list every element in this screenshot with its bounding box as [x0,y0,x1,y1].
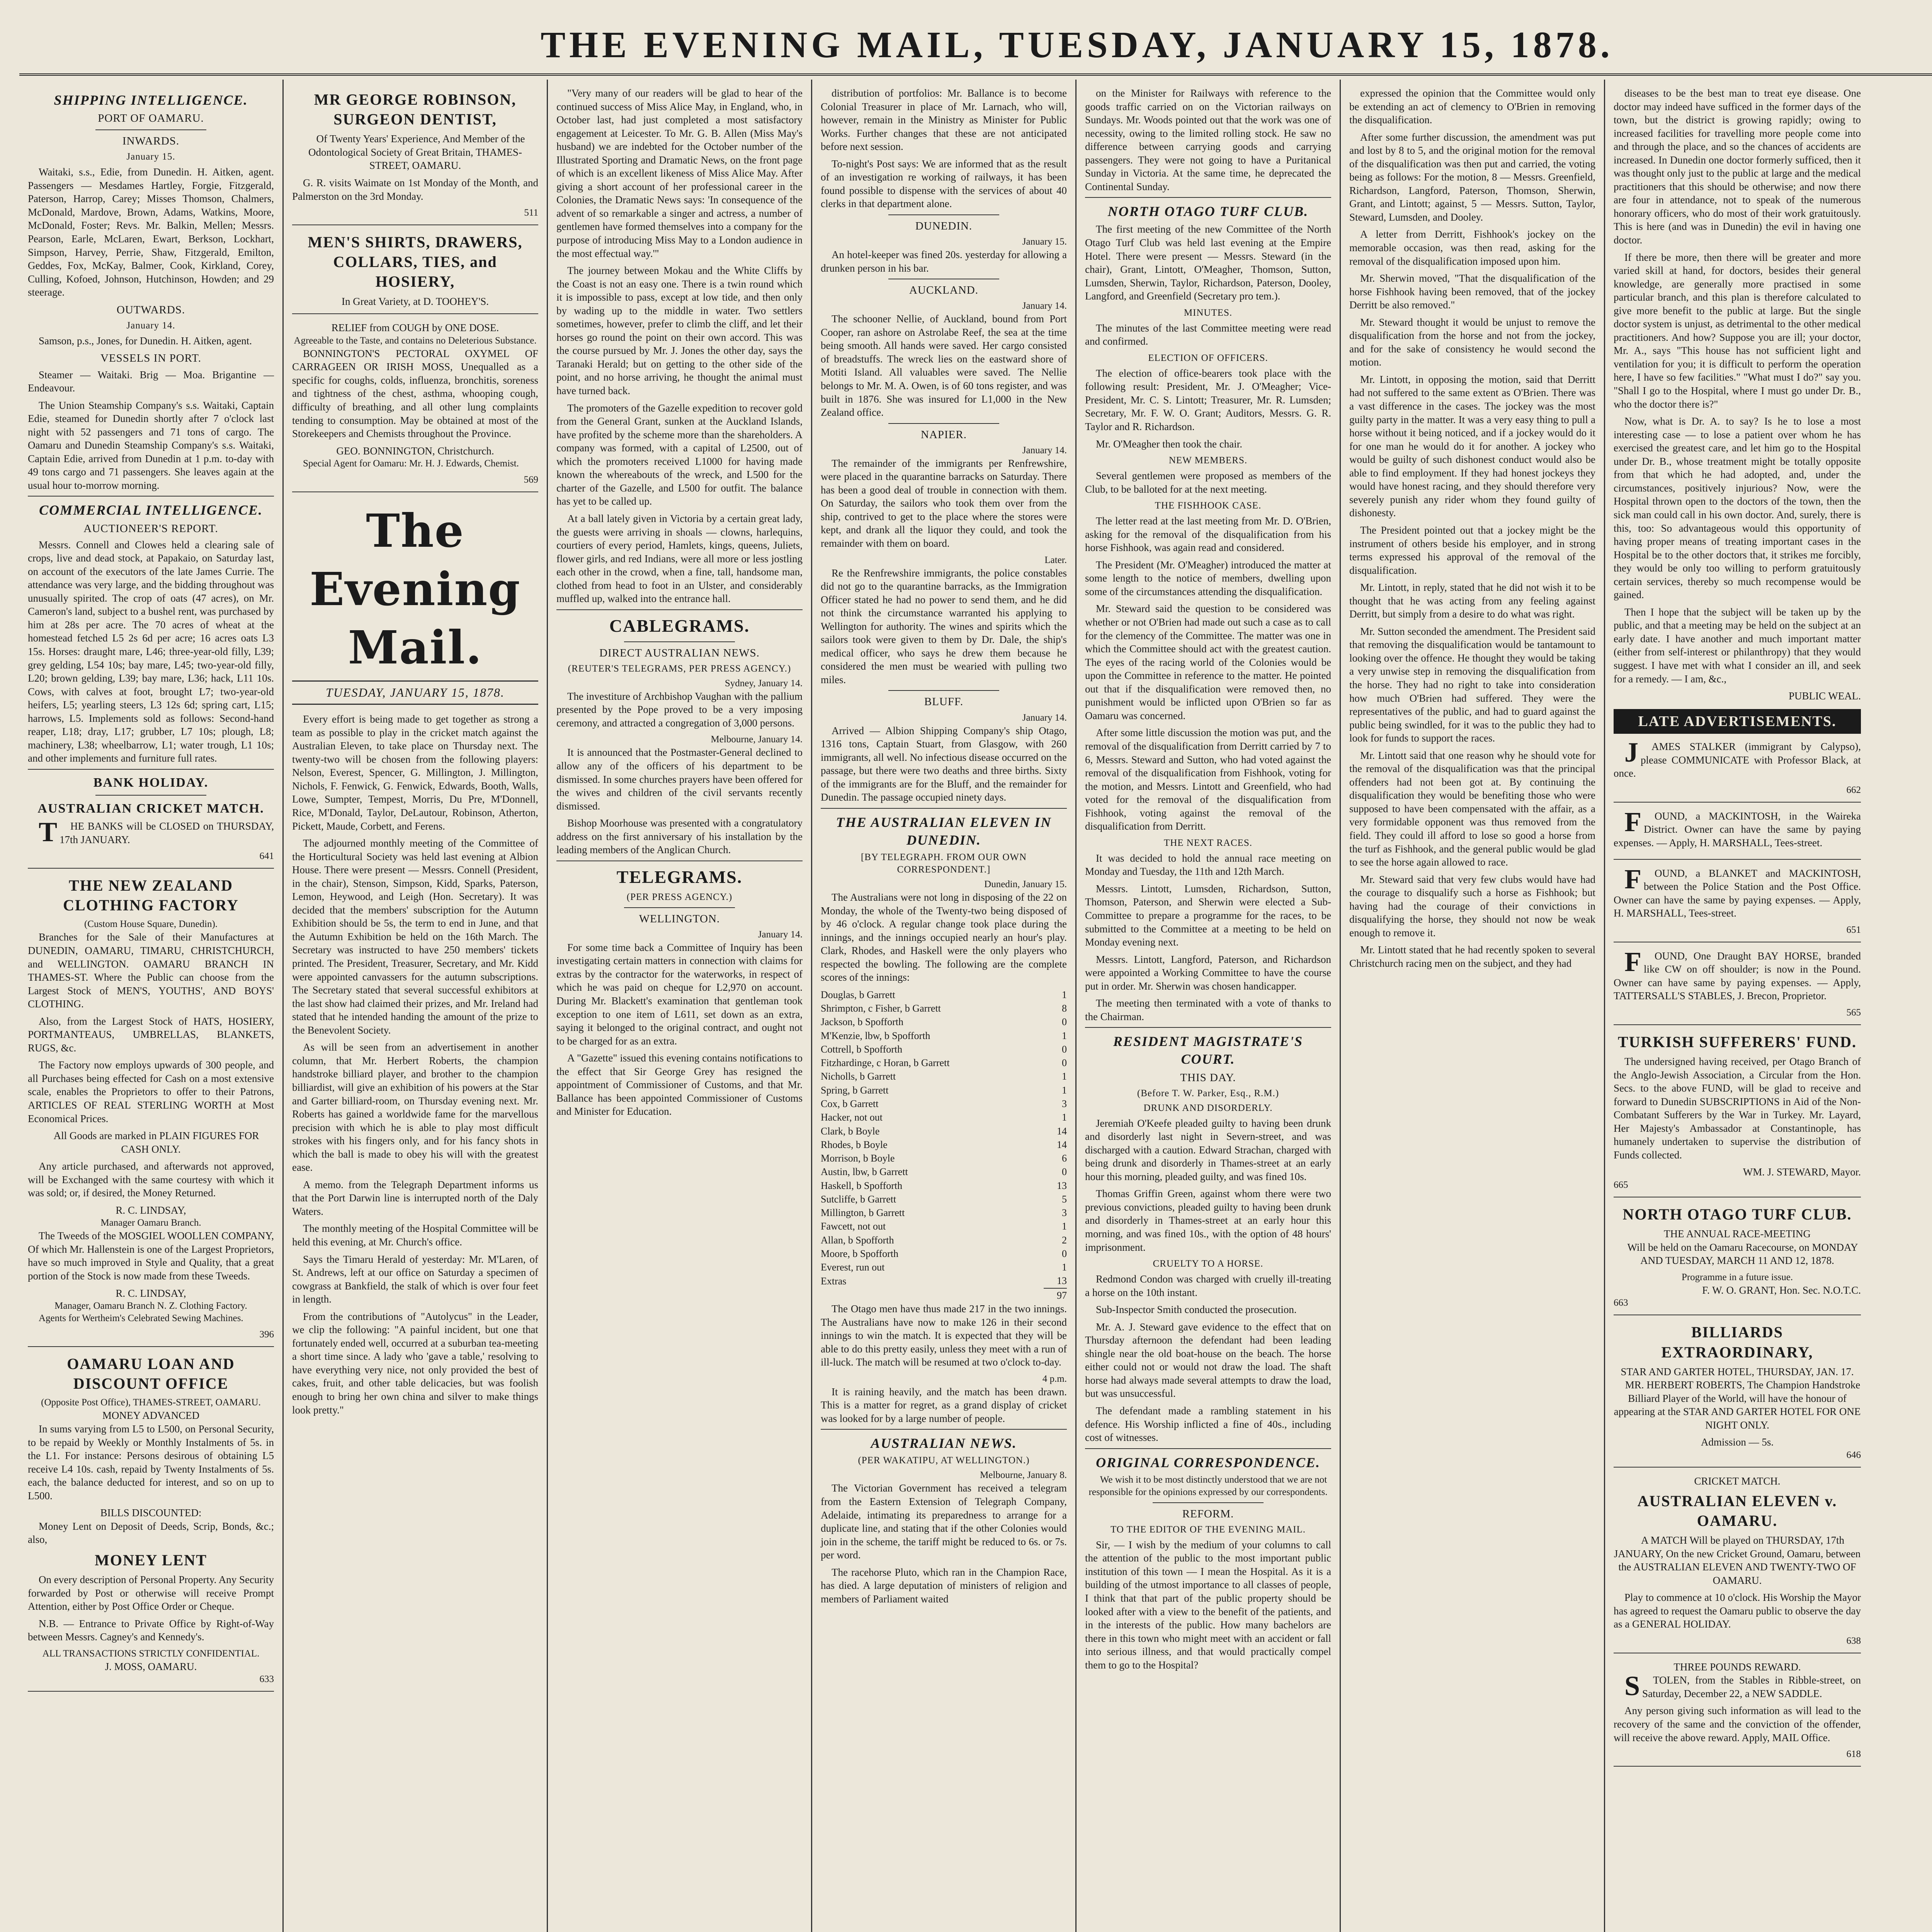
billiards-admission: Admission — 5s. [1701,1436,1774,1448]
election-text: The election of office-bearers took place with the following result: President, Mr. J. O'Meagher; Vice-President, Mr. C. S. Lintott; Treasurer, Mr. R. Lumsden; Secretary, Mr. F. W. O. Grant; Auditors, Messrs. G. R. Taylor and R. Richardson. [1085,367,1331,433]
dateline: January 14. [1022,712,1067,723]
ad-number: 633 [259,1674,274,1685]
score-row [821,988,1067,1002]
ad-number: 646 [1846,1450,1861,1461]
australian-eleven-source: [BY TELEGRAPH. FROM OUR OWN CORRESPONDENT.] [861,852,1027,875]
drunk-label: DRUNK AND DISORDERLY. [1143,1102,1273,1113]
batsman-name: M'Kenzie, lbw, b Spofforth [821,1030,930,1041]
correspondence-note: We wish it to be most distinctly understood that we are not responsible for the opinions expressed by our correspondents. [1088,1474,1328,1497]
nb-text: N.B. — Entrance to Private Office by Right-of-Way between Messrs. Cagney's and Kennedy's. [28,1617,274,1643]
batsman-runs: 5 [1062,1193,1067,1205]
column-6 [1341,80,1605,1932]
court-heading: RESIDENT MAGISTRATE'S COURT. [1113,1034,1303,1067]
telegrams-heading: TELEGRAMS. [616,867,743,887]
score-row [821,1056,1067,1070]
loan-title: OAMARU LOAN AND DISCOUNT OFFICE [67,1355,235,1393]
batsman-name: Haskell, b Spofforth [821,1180,903,1191]
batsman-name: Clark, b Boyle [821,1125,880,1137]
score-row [821,1192,1067,1206]
court-text: Sub-Inspector Smith conducted the prosecution. [1096,1304,1297,1316]
loan-text: In sums varying from L5 to L500, on Personal Security, to be repaid by Weekly or Monthly Instalments of 5s. in the L1. For instance: Persons desirous of obtaining L5 receive L4 10s. cash, repaid by Twenty Instalments of 5s. each, the balance deducted for interest, and so on up to L500. [28,1423,274,1502]
batsman-name: Fawcett, not out [821,1221,886,1232]
banks-text: THE BANKS will be CLOSED on THURSDAY, 17th JANUARY. [39,816,274,847]
score-row [821,1206,1067,1219]
ad-number: 641 [259,851,274,862]
dentist-text: Of Twenty Years' Experience, And Member of the Odontological Society of Great Britain, THAMES-STREET, OAMARU. [308,133,525,172]
ad-number: 638 [1846,1635,1861,1646]
race-meeting-text: Will be held on the Oamaru Racecourse, on MONDAY AND TUESDAY, MARCH 11 AND 12, 1878. [1627,1241,1858,1267]
masthead-title: THE EVENING MAIL, TUESDAY, JANUARY 15, 1878. [541,24,1614,65]
wellington-heading: WELLINGTON. [639,912,720,925]
batsman-name: Morrison, b Boyle [821,1153,895,1164]
batsman-runs: 14 [1057,1125,1067,1137]
ad-number: 396 [259,1329,274,1340]
article-paragraph: Mr. Sutton seconded the amendment. The President said that removing the disqualification would be tantamount to looking over the offence. He thought they would be taking a very unwise step in removing the disqualification from the horse. They had no right to take into consideration how much O'Brien had suffered. They were the representatives of the public, and had to guard against the public being swindled, for it was to the public they had to look for funds to support the races. [1349,625,1595,744]
shirts-title: MEN'S SHIRTS, DRAWERS, COLLARS, TIES, and HOSIERY, [308,233,523,291]
race-meeting-title: NORTH OTAGO TURF CLUB. [1622,1206,1852,1223]
score-row [821,1002,1067,1015]
clothing-text: Any article purchased, and afterwards not approved, will be Exchanged with the same courtesy with which it was sold; or, if desired, the Money Returned. [28,1160,274,1199]
dateline: January 14. [1022,301,1067,311]
dunedin-heading: DUNEDIN. [915,219,973,232]
column-1 [19,80,284,1932]
score-row [821,1233,1067,1247]
reward-text: Any person giving such information as will lead to the recovery of the same and the conviction of the offender, will receive the above reward. Apply, MAIL Office. [1614,1705,1861,1743]
column-4 [812,80,1077,1932]
columns [19,80,1932,1932]
batsman-runs: 1 [1062,1030,1067,1041]
batsman-name: Austin, lbw, b Garrett [821,1166,908,1178]
inwards-label: INWARDS. [122,135,180,148]
signature: F. W. O. GRANT, Hon. Sec. N.O.T.C. [1702,1284,1861,1296]
ad-number: 651 [1846,924,1861,935]
signature: WM. J. STEWARD, Mayor. [1743,1166,1861,1178]
outwards-label: OUTWARDS. [116,303,185,316]
ad-number: 565 [1846,1007,1861,1018]
australian-eleven-heading: THE AUSTRALIAN ELEVEN IN DUNEDIN. [836,814,1052,848]
vessels-text: Steamer — Waitaki. Brig — Moa. Brigantine — Endeavour. [28,369,274,394]
horse-ad [1614,946,1861,1025]
dateline: Melbourne, January 8. [980,1470,1067,1481]
column-7 [1605,80,1869,1932]
article-paragraph: The promoters of the Gazelle expedition to recover gold from the General Grant, sunken at the Auckland Islands, have profited by the scheme more than the shareholders. A company was formed, with a capital of L2500, out of which the promoters received L1000 for having made known the whereabouts of the wreck, and L500 for the charter of the Gazelle, and L500 for outfit. The balance has yet to be called up. [556,402,803,507]
new-members-label: NEW MEMBERS. [1168,455,1248,466]
batsman-name: Cottrell, b Spofforth [821,1043,903,1055]
auction-heading: AUCTIONEER'S REPORT. [83,522,218,535]
napier-heading: NAPIER. [921,428,967,441]
shipping-heading: SHIPPING INTELLIGENCE. [54,92,248,108]
column-3 [548,80,812,1932]
batsman-name: Nicholls, b Garrett [821,1071,896,1082]
batsman-name: Sutcliffe, b Garrett [821,1193,896,1205]
article-paragraph: If there be more, then there will be greater and more varied skill at hand, for doctors, besides their general knowledge, are generally more practised in some particular branch, and this plan is therefore calculated to give more benefit to the public at large. But the single doctor system is unjust, as detrimental to the other medical practitioners. And how? Suppose you are ill; your doctor, Mr. A., says "This house has not sufficient light and ventilation for you; it is difficult to perform the operation here, I have so few facilities." "What must I do?" say you. "Shall I go to the Hospital, where I must go under Dr. B., who the doctor there is?" [1614,251,1861,410]
article-paragraph: Mr. Lintott, in opposing the motion, said that Derritt had not suffered to the same extent as O'Brien. There was a vast difference in the cases. The jockey was the most guilty party in the matter. It was a very easy thing to pull a horse without it being noticed, and if a jockey would do it for one man he would do it for another. A jockey who would be guilty of such dishonest conduct would also be able to find employment. If they had honest jockeys they would have honest racing, and they should therefore very severely punish any rider whom they found guilty of dishonesty. [1349,373,1595,519]
next-races-text: Messrs. Lintott, Langford, Paterson, and Richardson were appointed a Working Committee to have the course put in order. Mr. Sherwin was chosen handicapper. [1085,953,1331,992]
column-5 [1077,80,1341,1932]
court-subheading: THIS DAY. [1180,1071,1236,1084]
outwards-text: Samson, p.s., Jones, for Dunedin. H. Aitken, agent. [39,335,252,347]
batsman-runs: 6 [1062,1153,1067,1164]
article-paragraph: Mr. Lintott said that one reason why he should vote for the removal of the disqualification was that the principal offenders had not been got at. By continuing the disqualification they would be benefiting those who were supposed to have been compensated with the affair, as a very formidable opponent was thus removed from the field. They could ill afford to lose so good a horse from the turf as Fishhook, and the general public would be glad to see the horse again allowed to race. [1349,749,1595,868]
batsman-name: Cox, b Garrett [821,1098,879,1109]
article-paragraph: The journey between Mokau and the White Cliffs by the Coast is not an easy one. There is a twin round which it is impossible to pass, except at low tide, and then only by wading up to the middle in water. Two settlers sometimes, however, prefer to climb the cliff, and let their horses go round the point on their own accord. This was the course pursued by Mr. J. Jones the other day, says the Taranaki Herald; but on getting to the other side of the point, and no horse arriving, he thought the animal must have turned back. [556,265,803,397]
election-text: Mr. O'Meagher then took the chair. [1096,438,1243,450]
australian-news-text: The Victorian Government has received a telegram from the Eastern Extension of Telegraph Company, Adelaide, intimating its preparedness to arrange for a duplicate line, and stating that if the other Colonies would join in the scheme, the tariff might be reduced to 6s. or 7s. per word. [821,1482,1067,1561]
cricket-ad [1614,1475,1861,1653]
reform-heading: REFORM. [1182,1507,1234,1520]
batsman-runs: 3 [1062,1098,1067,1109]
batsman-name: Extras [821,1275,847,1287]
cablegrams-subheading: DIRECT AUSTRALIAN NEWS. [599,646,760,659]
mackintosh-ad [1614,806,1861,860]
score-row [821,1138,1067,1151]
court-before: (Before T. W. Parker, Esq., R.M.) [1137,1088,1279,1099]
batsman-runs: 8 [1062,1003,1067,1014]
auckland-text: The schooner Nellie, of Auckland, bound from Port Cooper, ran ashore on Astrolabe Reef, the sea at the time being smooth. All hands were saved. Her cargo consisted of breadstuffs. The wreck lies on the eastward shore of Motiti Island. All valuables were saved. The Nellie belongs to Mr. M. A. Owen, is of 60 tons register, and was built in 1876. She was insured for L1,000 in the New Zealand office. [821,313,1067,418]
confidential-label: ALL TRANSACTIONS STRICTLY CONFIDENTIAL. [42,1648,260,1659]
telegrams-source: (PER PRESS AGENCY.) [626,891,733,902]
batsman-name: Douglas, b Garrett [821,989,895,1000]
billiards-text: MR. HERBERT ROBERTS, The Champion Handstroke Billiard Player of the World, will have the honour of appearing at the STAR AND GARTER HOTEL FOR ONE NIGHT ONLY. [1614,1379,1861,1431]
article-paragraph: Then I hope that the subject will be taken up by the public, and that a meeting may be held on the subject at an early date. I have another and much important matter (either from self-interest or philanthropy) that they would suggest. I have met with what I consider an ill, and seek for a remedy. — I am, &c., [1614,606,1861,685]
cruelty-label: CRUELTY TO A HORSE. [1153,1259,1264,1269]
ad-number: 663 [1614,1298,1628,1308]
blanket-ad [1614,863,1861,942]
article-paragraph: Now, what is Dr. A. to say? Is he to lose a most interesting case — to lose a patient over whom he has exercised the greatest care, and let him go to the Hospital under Dr. B., whose treatment might be totally opposite from that which he had adopted, and, under the circumstances, positively injurious? Now, were the Hospital thrown open to the doctors of the town, then the sick man could call in his own doctor. And, surely, there is this, too: So advantageous would this opportunity of having proper means of treating important cases in the Hospital be to the other doctors that, it strikes me forcibly, they would be only too willing to perform gratuitously certain services, thereby so much recompense would be gained. [1614,415,1861,601]
billiards-title: BILLIARDS EXTRAORDINARY, [1661,1323,1813,1361]
billiards-ad [1614,1322,1861,1468]
signature: J. MOSS, OAMARU. [105,1660,197,1672]
batsman-runs: 0 [1062,1016,1067,1028]
article-paragraph: expressed the opinion that the Committee would only be extending an act of clemency to O'Brien in removing the disqualification. [1349,87,1595,126]
australian-eleven-text: The Australians were not long in disposing of the 22 on Monday, the whole of the Twenty-two being disposed of by 46 o'clock. A regular change took place during the innings, and the innings occupied nearly an hour's play. Clark, Rhodes, and Haskell were the only players who respected the bowling. The following are the complete scores of the innings: [821,891,1067,983]
article-paragraph: "Very many of our readers will be glad to hear of the continued success of Miss Alice May, in England, who, in October last, had just completed a most satisfactory engagement at Leicester. To Mr. G. B. Allen (Miss May's husband) we are indebted for the October number of the Illustrated Sporting and Dramatic News, on the front page of which is an excellent likeness of Miss Alice May. After giving a short account of her professional career in the Colonies, the Dramatic News says: 'In consequence of the advent of so remarkable a singer and actress, a number of gentlemen have formed themselves into a company for the purpose of introducing Miss May to a London audience in the most effectual way.'" [556,87,803,259]
clothing-ad [28,876,274,1347]
batsman-name: Spring, b Garrett [821,1084,889,1096]
article-paragraph: diseases to be the best man to treat eye disease. One doctor may indeed have sufficed in the former days of the town, but the district is growing rapidly; owing to increased facilities for travelling more people come into and through the place, and so the chances of accidents are increased. In Dunedin one doctor formerly sufficed, then it was thought only just to the public at large and the medical practitioners that this should be otherwise; and now there are four in attendance, not to speak of the numerous honorary officers, who do most of their work gratuitously. This is here (and was in Dunedin) the evil in having one doctor. [1614,87,1861,246]
ad-text: FOUND, a MACKINTOSH, in the Waireka District. Owner can have the same by paying expenses. — Apply, H. MARSHALL, Tees-street. [1614,806,1861,849]
reward-ad [1614,1660,1861,1767]
score-row [821,1083,1067,1097]
batsman-name: Jackson, b Spofforth [821,1016,904,1028]
batsman-runs: 0 [1062,1043,1067,1055]
cough-text: BONNINGTON'S PECTORAL OXYMEL OF CARRAGEEN OR IRISH MOSS, Unequalled as a specific for coughs, colds, influenza, bronchitis, soreness and tightness of the chest, asthma, whooping cough, difficulty of breathing, and all other lung complaints tending to consumption. May be obtained at most of the Storekeepers and Chemists throughout the Province. [292,347,538,440]
batsman-name: Shrimpton, c Fisher, b Garrett [821,1003,941,1014]
turkish-fund-text: The undersigned having received, per Otago Branch of the Anglo-Jewish Association, a Circular from the Hon. Secs. to the above FUND, will be glad to receive and forward to Dunedin SUBSCRIPTIONS in Aid of the Non-Combatant Sufferers by the War in Turkey. Mr. Layard, Her Majesty's Ambassador at Constantinople, has humanely undertaken to supervise the distribution of Funds collected. [1614,1056,1861,1161]
bills-text: Money Lent on Deposit of Deeds, Scrip, Bonds, &c.; also, [28,1520,274,1546]
batsman-runs: 3 [1062,1207,1067,1219]
clothing-subtitle: (Custom House Square, Dunedin). [84,919,218,930]
clothing-text: All Goods are marked in PLAIN FIGURES FOR CASH ONLY. [53,1130,259,1155]
fishhook-text: Mr. Steward said the question to be considered was whether or not O'Brien had made out such a case as to call for the clemency of the Committee. The matter was one in which the Committee should act with the greatest caution. The eyes of the racing world of the Colonies would be upon the Committee in reference to the matter. He pointed out that if the disqualification were removed then, no punishment would be inflicted upon O'Brien so far as Oamaru was concerned. [1085,603,1331,721]
next-races-label: THE NEXT RACES. [1163,837,1253,848]
batsman-name: Fitzhardinge, c Horan, b Garrett [821,1057,950,1069]
napier-text: The remainder of the immigrants per Renfrewshire, were placed in the quarantine barracks on Saturday. There has been a good deal of trouble in connection with them. On Saturday, the sailors who took them over from the ship, contrived to get to the place where the stores were kept, and drank all the liquor they could, and took the remainder with them on board. [821,457,1067,549]
signature: GEO. BONNINGTON, Christchurch. [336,445,494,457]
date-line: January 15. [126,151,175,162]
article-paragraph: As will be seen from an advertisement in another column, that Mr. Herbert Roberts, the champion handstroke billiard player, and brother to the champion billiardist, will give an exhibition of his powers at the Star and Garter billiard-room, on Thursday evening next. Mr. Roberts has gained a worldwide fame for the marvellous precision with which he is able to play most difficult strokes with his fingers only, and for his fancy shots in which the ball is made to obey his will with the greatest ease. [292,1041,538,1173]
score-row [821,1260,1067,1274]
score-row [821,1219,1067,1233]
race-meeting-programme: Programme in a future issue. [1681,1272,1793,1282]
money-lent-title: MONEY LENT [95,1551,207,1569]
turkish-fund-ad [1614,1032,1861,1197]
minutes-label: MINUTES. [1184,307,1233,318]
wertheim-text: Agents for Wertheim's Celebrated Sewing Machines. [39,1313,243,1324]
batsman-runs: 1 [1062,1262,1067,1273]
banks-ad [28,816,274,869]
ad-text: FOUND, One Draught BAY HORSE, branded like CW on off shoulder; is now in the Pound. Owner can have same by paying expenses. — Apply, TATTERSALL'S STABLES, J. Brecon, Proprietor. [1614,946,1861,1002]
batsman-runs: 2 [1062,1234,1067,1246]
cricket-title: CRICKET MATCH. [1694,1475,1781,1487]
score-row [821,1029,1067,1043]
race-meeting-subtitle: THE ANNUAL RACE-MEETING [1664,1228,1811,1240]
cough-ad [292,321,538,492]
commercial-heading: COMMERCIAL INTELLIGENCE. [39,502,263,518]
score-total: 97 [1044,1288,1067,1302]
article-paragraph: A letter from Derritt, Fishhook's jockey on the memorable occasion, was then read, asking for the removal of the disqualification imposed upon him. [1349,228,1595,267]
article-paragraph: Mr. Sherwin moved, "That the disqualification of the horse Fishhook having been removed, that of the jockey Derritt be also removed." [1349,272,1595,311]
batsman-runs: 13 [1057,1180,1067,1191]
loan-subtitle: (Opposite Post Office), THAMES-STREET, OAMARU. [41,1397,261,1408]
batsman-runs: 0 [1062,1166,1067,1178]
batsman-runs: 14 [1057,1139,1067,1150]
batsman-runs: 1 [1062,1071,1067,1082]
reward-text: STOLEN, from the Stables in Ribble-street, on Saturday, December 22, a NEW SADDLE. [1624,1670,1861,1702]
clothing-title: THE NEW ZEALAND CLOTHING FACTORY [63,877,239,914]
batsman-runs: 0 [1062,1057,1067,1069]
court-text: Redmond Condon was charged with cruelly ill-treating a horse on the 10th instant. [1085,1273,1331,1298]
turkish-fund-title: TURKISH SUFFERERS' FUND. [1617,1033,1857,1051]
score-row [821,1070,1067,1083]
australian-news-source: (PER WAKATIPU, AT WELLINGTON.) [858,1455,1030,1466]
column-2 [284,80,548,1932]
score-row [821,1151,1067,1165]
bills-label: BILLS DISCOUNTED: [100,1507,202,1519]
score-table [821,988,1067,1302]
ad-number: 665 [1614,1180,1628,1190]
cricket-text: Play to commence at 10 o'clock. His Worship the Mayor has agreed to request the Oamaru public to observe the day as a GENERAL HOLIDAY. [1614,1592,1861,1630]
article-paragraph: Every effort is being made to get together as strong a team as possible to play in the cricket match against the Australian Eleven, to take place on Thursday next. The twenty-two will be chosen from the following players: Nelson, Everest, Spencer, G. Millington, J. Millington, Nichols, F. Fenwick, G. Fenwick, Edwards, Booth, Walls, Lowe, Sumpter, Tempest, Morris, Du Pre, M'Donnell, Rice, M'Donald, Taylor, DeLautour, Robinson, Atherton, Pickett, Maude, Corbett, and Ferens. [292,713,538,832]
fishhook-text: The letter read at the last meeting from Mr. D. O'Brien, asking for the removal of the disqualification from his horse Fishhook, was again read and considered. [1085,515,1331,554]
cricket-subtitle: AUSTRALIAN ELEVEN v. OAMARU. [1637,1492,1837,1529]
article-paragraph: Mr. Lintott, in reply, stated that he did not wish it to be thought that he was acting from any feeling against Derritt, but simply from a desire to do what was right. [1349,582,1595,620]
article-paragraph: The adjourned monthly meeting of the Committee of the Horticultural Society was held last evening at Albion House. There were present — Messrs. Connell (President, in the chair), Stenson, Simpson, Kidd, Sparks, Paterson, Lemon, Heywood, and Leigh (Hon. Secretary). It was decided that the members' subscription for the Autumn Exhibition should be 5s, the term to end in June, and that the Autumn Exhibition be held on the 16th March. The Secretary was instructed to have 250 members' tickets printed. The President, Treasurer, Secretary, and Mr. Kidd were appointed canvassers for the autumn subscriptions. The Secretary stated that several successful exhibitors at the last show had claimed their prizes, and Mr. Ireland had stated that he intended handing the amount of the prize to the Benevolent Society. [292,837,538,1036]
score-row [821,1124,1067,1138]
article-paragraph: The monthly meeting of the Hospital Committee will be held this evening, at Mr. Church's office. [292,1223,538,1248]
ad-number: 569 [524,474,538,485]
cablegrams-heading: CABLEGRAMS. [609,616,750,636]
batsman-name: Hacker, not out [821,1112,883,1123]
letter-signature: PUBLIC WEAL. [1789,690,1861,702]
cricket-match-heading: AUSTRALIAN CRICKET MATCH. [37,801,264,816]
ad-number: 662 [1846,784,1861,795]
late-advertisements-heading: LATE ADVERTISEMENTS. [1614,709,1861,734]
reform-text: Sir, — I wish by the medium of your columns to call the attention of the public to the most important public institution of this town — I mean the Hospital. As it is a building of the utmost importance to all classes of people, I think that that part of the public property should be looked after with a view to the benefit of the patients, and in the interests of the public. How many bachelors are there in this town who might meet with an accident or fall into serious illness, and that would practically compel them to go to the Hospital? [1085,1539,1331,1671]
minutes-text: The minutes of the last Committee meeting were read and confirmed. [1085,322,1331,347]
batsman-runs: 1 [1062,989,1067,1000]
court-text: The defendant made a rambling statement in his defence. His Worship inflicted a fine of 40s., including cost of witnesses. [1085,1405,1331,1444]
later-label: Later. [1044,554,1067,565]
port-label: PORT OF OAMARU. [98,112,204,125]
paper-nameplate: The Evening Mail. [310,504,521,675]
score-row [821,1247,1067,1260]
score-row [821,1111,1067,1124]
batsman-runs: 0 [1062,1248,1067,1259]
new-members-text: Several gentlemen were proposed as members of the Club, to be balloted for at the next meeting. [1085,470,1331,495]
cable-text: The investiture of Archbishop Vaughan with the pallium presented by the Pope proved to be a very imposing ceremony, and attracted a congregation of 3,000 persons. [556,690,803,729]
dentist-ad [292,90,538,225]
correspondence-heading: ORIGINAL CORRESPONDENCE. [1096,1454,1320,1470]
auction-text: Messrs. Connell and Clowes held a clearing sale of crops, live and dead stock, at Papakaio, on Saturday last, on account of the executors of the late James Currie. The attendance was very large, and the bidding throughout was unusually spirited. The crop of oats (47 acres), on Mr. Cameron's land, subject to a bushel rent, was purchased by him at 28s per acre. The 70 acres of wheat at the homestead fetched L5 2s 6d per acre; 16 acres oats L3 15s. Horses: draught mare, L46; three-year-old filly, L39; grey gelding, L54 10s; bay mare, L45; two-year-old filly, L20; brown gelding, L39; bay mare, L36; hack, L11 10s. Cows, with calves at foot, brought L7; two-year-old heifers, L5; yearling steers, L3 12s 6d; spring cart, L15; harrows, L5. Implements sold as follows: Second-hand reaper, L18; dray, L17; grubber, L7 10s; plough, L8; machinery, L38; wheelbarrow, L1; water trough, L1 10s; and other implements and furniture full rates. [28,539,274,764]
article-paragraph: From the contributions of "Autolycus" in the Leader, we clip the following: "A painful incident, but one that fortunately ended well, occurred at a suburban tea-meeting a short time since. A lady who 'gave a table,' resolving to have everything very nice, not only provided the best of cakes, fruit, and other table delicacies, but was foolish enough to bring her own china and silver to make things look pretty." [292,1310,538,1416]
score-row [821,1043,1067,1056]
bluff-heading: BLUFF. [924,696,964,708]
article-paragraph: distribution of portfolios: Mr. Ballance is to become Colonial Treasurer in place of Mr. Larnach, who will, however, remain in the Ministry as Minister for Public Works. Further changes that these are not anticipated before next session. [821,87,1067,153]
score-row [821,1015,1067,1029]
paper-dateline: TUESDAY, JANUARY 15, 1878. [292,680,538,705]
mosgiel-text: The Tweeds of the MOSGIEL WOOLLEN COMPANY, Of which Mr. Hallenstein is one of the Largest Proprietors, have so much improved in Style and Quality, that a great portion of the Stock is now made from these Tweeds. [28,1230,274,1282]
cablegrams-source: (REUTER'S TELEGRAMS, PER PRESS AGENCY.) [568,663,791,674]
fishhook-label: THE FISHHOOK CASE. [1155,500,1262,511]
batsman-name: Allan, b Spofforth [821,1234,894,1246]
election-label: ELECTION OF OFFICERS. [1148,352,1268,363]
cable-text: It is announced that the Postmaster-General declined to allow any of the officers of his department to be dismissed. In some churches prayers have been offered for the wives and children of the civil servants recently dismissed. [556,747,803,812]
turf-club-text: The first meeting of the new Committee of the North Otago Turf Club was held last evening at the Empire Hotel. There were present — Messrs. Steward (in the chair), Grant, Lintott, O'Meagher, Thomson, Sutton, Lumsden, Sherwin, Taylor, Richardson, Paterson, Dooley, Langford, and Greenfield (Secretary pro tem.). [1085,223,1331,302]
billiards-subtitle: STAR AND GARTER HOTEL, THURSDAY, JAN. 17. [1621,1366,1854,1378]
clothing-text: Also, from the Largest Stock of HATS, HOSIERY, PORTMANTEAUS, UMBRELLAS, BLANKETS, RUGS, &c. [28,1015,274,1054]
date-line: January 14. [126,320,175,331]
inwards-text: Waitaki, s.s., Edie, from Dunedin. H. Aitken, agent. Passengers — Mesdames Hartley, Forgie, Fitzgerald, Paterson, Harrop, Carey; Misses Thomson, Chalmers, McDonald, Mardove, Brown, Adams, Watkins, Moore, McDonald, Foster; Revs. Mr. Balkin, Mellen; Messrs. Pearson, Earle, McLaren, Ewart, Berkson, Lockhart, Simpson, Harvey, Perrie, Shaw, Fitzgerald, Emilton, Geddes, Fox, McKay, Balmer, Cook, Kirkland, Corey, Culling, Kofoed, Johnson, Hutchinson, Howden; and 29 steerage. [28,166,274,298]
article-paragraph: Mr. Steward thought it would be unjust to remove the disqualification from the horse and not from the jockey, and for the sake of consistency he would second the motion. [1349,316,1595,368]
signature: R. C. LINDSAY, [116,1287,186,1299]
article-paragraph: At a ball lately given in Victoria by a certain great lady, the guests were arriving in shoals — clowns, harlequins, courtiers of every period, Hamlets, kings, queens, Juliets, flower girls, and red Indians, were all more or less jostling each other in the crowd, when a fine, tall, handsome man, clothed from head to foot in an Ulster, and considerably muffled up, walked into the entrance hall. [556,512,803,605]
article-paragraph: To-night's Post says: We are informed that as the result of an investigation re working of railways, it has been found possible to dispense with the services of about 40 clerks in that department alone. [821,158,1067,210]
article-paragraph: Mr. Lintott stated that he had recently spoken to several Christchurch racing men on the subject, and they had [1349,944,1595,969]
signature-role: Manager, Oamaru Branch N. Z. Clothing Factory. [54,1301,247,1311]
turf-club-heading: NORTH OTAGO TURF CLUB. [1107,204,1309,219]
agent-text: Special Agent for Oamaru: Mr. H. J. Edwards, Chemist. [303,458,519,469]
ad-number: 511 [524,207,538,218]
dateline: Dunedin, January 15. [984,879,1067,890]
dateline: Melbourne, January 14. [711,734,803,745]
court-text: Thomas Griffin Green, against whom there were two previous convictions, pleaded guilty to having been drunk and disorderly in Thames-street at an early hour this morning, and was fined 10s., with the option of 48 hours' imprisonment. [1085,1188,1331,1253]
australian-news-text: The racehorse Pluto, which ran in the Champion Race, has died. A large deputation of ministers of religion and members of Parliament waited [821,1566,1067,1605]
money-lent-text: On every description of Personal Property. Any Security forwarded by Post or otherwise will receive Prompt Attention, either by Post Office Order or Cheque. [28,1574,274,1612]
dateline: January 14. [758,929,803,940]
next-races-text: It was decided to hold the annual race meeting on Monday and Tuesday, the 11th and 12th March. [1085,852,1331,878]
cough-subtitle: Agreeable to the Taste, and contains no Deleterious Substance. [294,335,537,346]
score-row [821,1165,1067,1179]
ad-text: FOUND, a BLANKET and MACKINTOSH, between the Police Station and the Post Office. Owner can have the same by paying expenses. — Apply, H. MARSHALL, Tees-street. [1614,863,1861,919]
australian-news-heading: AUSTRALIAN NEWS. [871,1435,1017,1451]
dentist-title: MR GEORGE ROBINSON, SURGEON DENTIST, [314,91,517,128]
cough-title: RELIEF from COUGH by ONE DOSE. [331,322,499,334]
dunedin-text: An hotel-keeper was fined 20s. yesterday for allowing a drunken person in his bar. [821,249,1067,274]
score-row [821,1097,1067,1111]
fishhook-text: After some little discussion the motion was put, and the removal of the disqualification from Derritt carried by 7 to 6, Messrs. Steward and Sutton, who had voted against the removal of the disqualification from Fishhook, voting for the motion, and Messrs. Lintott and Greenfield, who had voted for the removal of the disqualification from Fishhook, voting against the removal of the disqualification from Derritt. [1085,727,1331,832]
batsman-runs: 13 [1057,1275,1067,1287]
court-text: Jeremiah O'Keefe pleaded guilty to having been drunk and disorderly last night in Severn-street, and was discharged with a caution. Edward Strachan, charged with being drunk and disorderly in Thames-street at an early hour this morning, pleaded guilty, and was fined 10s. [1085,1117,1331,1182]
dentist-text: G. R. visits Waimate on 1st Monday of the Month, and Palmerston on the 3rd Monday. [292,177,538,202]
article-paragraph: Says the Timaru Herald of yesterday: Mr. M'Laren, of St. Andrews, left at our office on Saturday a specimen of cowgrass at Bankfield, the stalk of which is over four feet in length. [292,1253,538,1305]
ad-text: JAMES STALKER (immigrant by Calypso), please COMMUNICATE with Professor Black, at once. [1614,737,1861,779]
masthead [19,15,1932,76]
batsman-name: Millington, b Garrett [821,1207,905,1219]
telegram-text: A "Gazette" issued this evening contains notifications to the effect that Sir George Grey has resigned the appointment of Commissioner of Customs, and that Mr. Ballance has been appointed Commissioner of Customs and Minister for Education. [556,1052,803,1117]
signature: R. C. LINDSAY, [116,1204,186,1216]
vessels-label: VESSELS IN PORT. [100,352,202,365]
score-row [821,1179,1067,1192]
race-meeting-ad [1614,1204,1861,1315]
auckland-heading: AUCKLAND. [909,284,978,297]
australian-eleven-text: The Otago men have thus made 217 in the two innings. The Australians have now to make 126 in their second innings to win the match. It is expected that they will be able to do this pretty easily, unless they meet with a run of ill-luck. The match will be resumed at two o'clock to-day. [821,1303,1067,1368]
batsman-runs: 1 [1062,1084,1067,1096]
batsman-runs: 1 [1062,1112,1067,1123]
batsman-name: Moore, b Spofforth [821,1248,899,1259]
bluff-text: Arrived — Albion Shipping Company's ship Otago, 1316 tons, Captain Stuart, from Glasgow, with 260 immigrants, all well. No infectious disease occurred on the passage, but there were two deaths and three births. Sixty of the immigrants are for the Bluff, and the remainder for Dunedin. The passage occupied ninety days. [821,724,1067,803]
australian-eleven-text: It is raining heavily, and the match has been drawn. This is a matter for regret, as a grand display of cricket was looked for by a large number of people. [821,1386,1067,1424]
bank-holiday-heading: BANK HOLIDAY. [93,775,209,790]
cable-text: Bishop Moorhouse was presented with a congratulatory address on the first anniversary of his installation by the leading members of the Anglican Church. [556,817,803,856]
clothing-text: The Factory now employs upwards of 300 people, and all Purchases being effected for Cash on a most extensive scale, enables the Proprietors to offer to their Patrons, ARTICLES OF REAL STERLING WORTH at Most Economical Prices. [28,1059,274,1124]
batsman-runs: 1 [1062,1221,1067,1232]
stalker-ad [1614,737,1861,803]
ad-number: 618 [1846,1749,1861,1760]
dateline: 4 p.m. [1042,1373,1067,1384]
shirts-ad [292,232,538,314]
score-total-row [821,1288,1067,1302]
fishhook-text: The President (Mr. O'Meagher) introduced the matter at some length to the notice of members, dwelling upon some of the circumstances attending the disqualification. [1085,559,1331,597]
next-races-text: Messrs. Lintott, Lumsden, Richardson, Sutton, Thomson, Paterson, and Sherwin were elected a Sub-Committee to prepare a programme for the races, to be submitted to the Committee at a meeting to be held on Monday evening next. [1085,883,1331,948]
loan-ad [28,1354,274,1692]
dateline: January 15. [1022,236,1067,247]
dateline: January 14. [1022,445,1067,456]
napier-later-text: Re the Renfrewshire immigrants, the police constables did not go to the quarantine barracks, as the Immigration Officer stated he had no power to send them, and he did not think the circumstance warranted his applying to Wellington for authority. The wines and spirits which the sailors took were given to them by Dr. Dale, the ship's medical officer, who says he drew them because he considered the men must be wearied with pulling two miles. [821,567,1067,685]
batsman-name: Rhodes, b Boyle [821,1139,888,1150]
score-row [821,1274,1067,1288]
article-paragraph: on the Minister for Railways with reference to the goods traffic carried on on the Victorian railways on Sundays. Mr. Woods pointed out that the work was one of necessity, owing to the limited rolling stock. He saw no difference between carrying goods and carrying passengers. They were not going to have a Puritanical Sunday in Victoria. At the same time, he deprecated the Continental Sunday. [1085,87,1331,192]
shirts-text: In Great Variety, at D. TOOHEY'S. [341,295,489,307]
telegram-text: For some time back a Committee of Inquiry has been investigating certain matters in connection with claims for extras by the contractor for the waterworks, in respect of which he was paid on cheque for L2,970 on account. During Mr. Blackett's examination that gentleman took exception to one item of L611, set down as an extra, saying it belonged to the original contract, and ought not to be charged for as an extra. [556,941,803,1047]
court-text: Mr. A. J. Steward gave evidence to the effect that on Thursday afternoon the defendant had been leading shingle near the old boat-house on the beach. The horse either could not or would not draw the load. The shaft horse had always made several attempts to draw the load, but was unsuccessful. [1085,1321,1331,1400]
steamer-text: The Union Steamship Company's s.s. Waitaki, Captain Edie, steamed for Dunedin shortly after 7 o'clock last night with 52 passengers and 71 tons of cargo. The Oamaru and Dunedin Steamship Company's s.s. Waitaki, Captain Edie, arrived from Dunedin at 1 p.m. to-day with 49 tons cargo and 71 passengers. She leaves again at the usual hour to-morrow morning. [28,399,274,491]
loan-money: MONEY ADVANCED [102,1410,200,1422]
cricket-text: A MATCH Will be played on THURSDAY, 17th JANUARY, On the new Cricket Ground, Oamaru, between the AUSTRALIAN ELEVEN AND TWENTY-TWO OF OAMARU. [1614,1534,1861,1586]
article-paragraph: After some further discussion, the amendment was put and lost by 8 to 5, and the original motion for the removal of the disqualification was then put and carried, the voting being as follows: For the motion, 8 — Messrs. Greenfield, Richardson, Langford, Paterson, Thomson, Sherwin, Grant, and Lintott; against, 5 — Messrs. Sutton, Taylor, Steward, Lumsden, and Dooley. [1349,131,1595,223]
signature-role: Manager Oamaru Branch. [100,1218,201,1228]
batsman-name: Everest, run out [821,1262,885,1273]
article-paragraph: A memo. from the Telegraph Department informs us that the Port Darwin line is interrupted north of the Daly Waters. [292,1179,538,1217]
clothing-text: Branches for the Sale of their Manufactures at DUNEDIN, OAMARU, TIMARU, CHRISTCHURCH, and WELLINGTON. OAMARU BRANCH IN THAMES-ST. Where the Public can choose from the Largest Stock of MEN'S, YOUTHS', AND BOYS' CLOTHING. [28,931,274,1010]
article-paragraph: Mr. Steward said that very few clubs would have had the courage to disqualify such a horse as Fishhook; but having had the courage of their convictions in disqualifying the horse, they should not now be weak enough to remove it. [1349,873,1595,939]
next-races-text: The meeting then terminated with a vote of thanks to the Chairman. [1085,997,1331,1022]
reward-title: THREE POUNDS REWARD. [1673,1661,1801,1673]
dateline: Sydney, January 14. [724,678,803,689]
reform-addressee: TO THE EDITOR OF THE EVENING MAIL. [1110,1524,1306,1535]
article-paragraph: The President pointed out that a jockey might be the instrument of others beside his employer, and in strong terms expressed his approval of the removal of the disqualification. [1349,524,1595,576]
